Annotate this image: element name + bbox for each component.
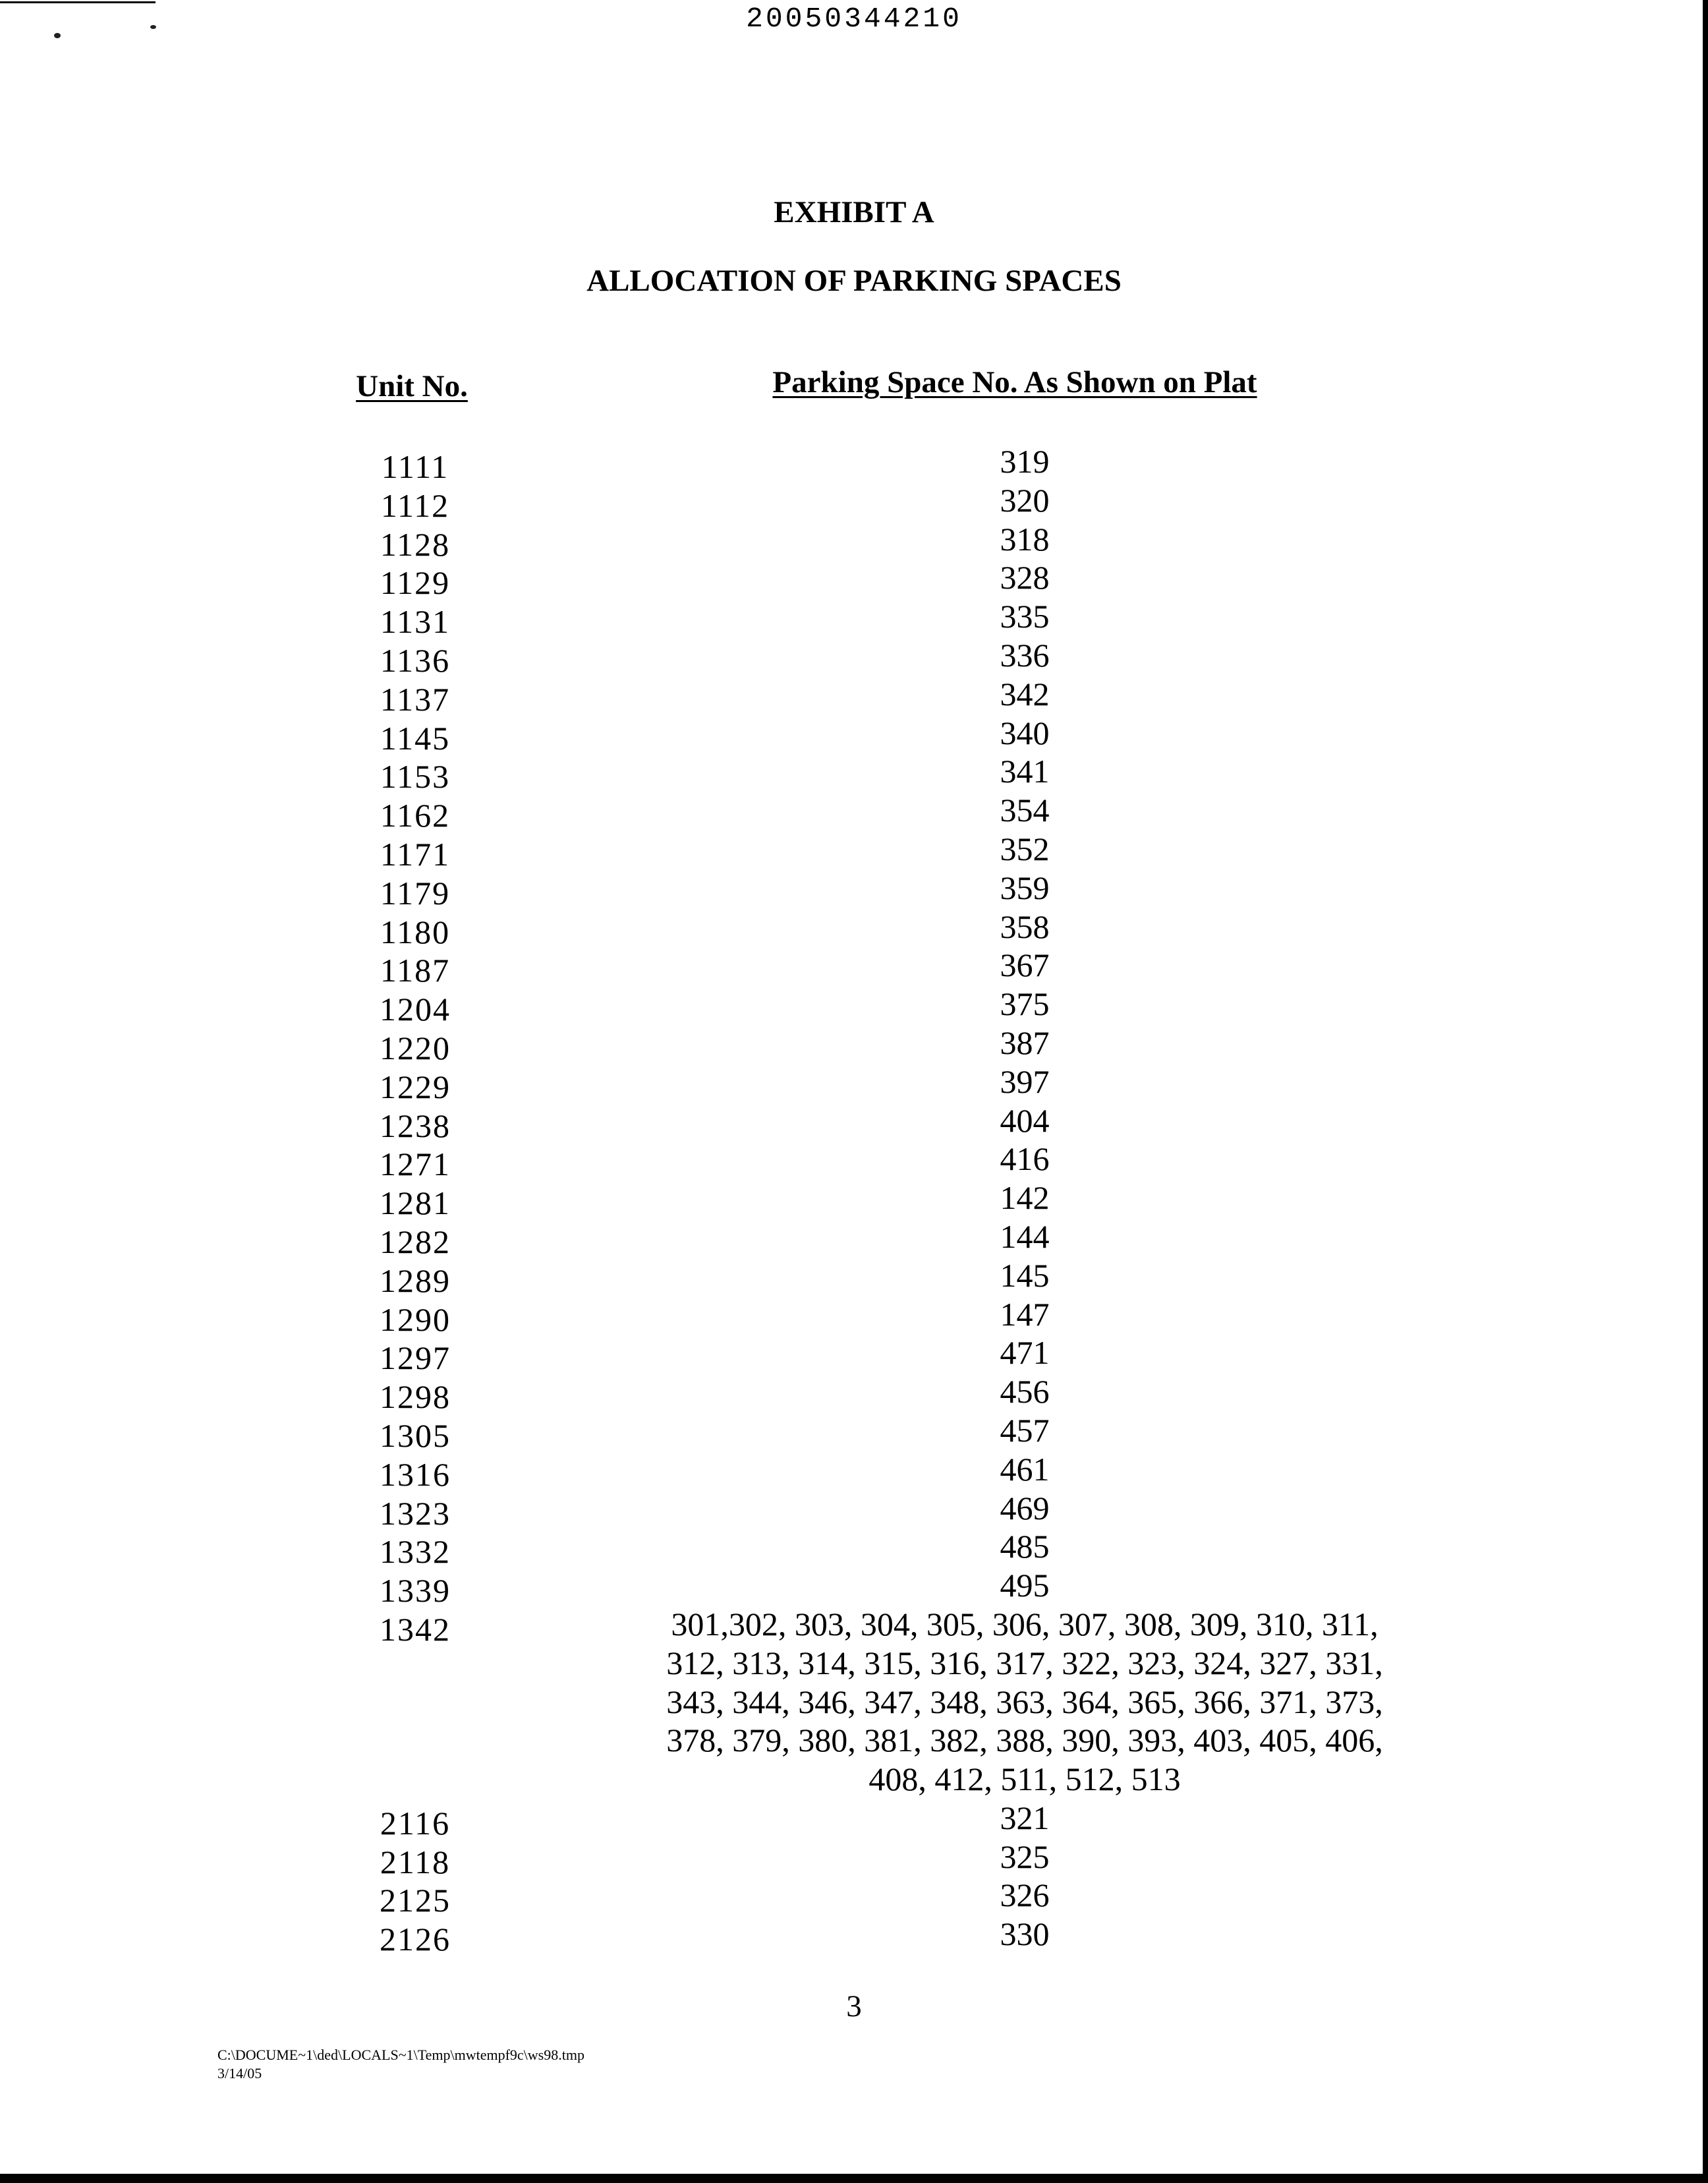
table-row [0, 1411, 1708, 1454]
unit-number: 1339 [380, 1572, 451, 1610]
parking-space-number: 330 [1000, 1915, 1050, 1953]
table-row [0, 558, 1708, 602]
unit-number: 1297 [380, 1339, 451, 1377]
table-row [0, 752, 1708, 796]
unit-number: 1128 [380, 525, 451, 563]
parking-space-number: 416 [1000, 1140, 1050, 1178]
parking-space-number: 320 [1000, 481, 1050, 519]
parking-space-number: 142 [1000, 1179, 1050, 1217]
table-row [0, 636, 1708, 679]
table-row [0, 1062, 1708, 1105]
table-row [0, 1295, 1708, 1338]
table-row [0, 1256, 1708, 1299]
parking-space-number: 318 [1000, 520, 1050, 558]
document-number: 20050344210 [746, 3, 962, 35]
page-number: 3 [846, 1989, 862, 2023]
unit-number: 1316 [380, 1455, 451, 1493]
parking-space-number: 457 [1000, 1411, 1050, 1449]
table-row [0, 1605, 1708, 1799]
parking-space-number: 341 [1000, 753, 1050, 790]
unit-number: 1229 [380, 1068, 451, 1105]
parking-space-number: 495 [1000, 1567, 1050, 1604]
footer [217, 2046, 584, 2083]
table-row [0, 1333, 1708, 1377]
table-row [0, 1915, 1708, 1958]
parking-space-number: 340 [1000, 714, 1050, 751]
unit-number: 1238 [380, 1107, 451, 1144]
table-row [0, 597, 1708, 641]
unit-number: 1136 [380, 641, 451, 679]
unit-number: 1342 [380, 1610, 451, 1648]
table-row [0, 675, 1708, 718]
unit-number: 1180 [380, 913, 451, 950]
unit-number: 2116 [380, 1804, 451, 1842]
parking-space-number: 358 [1000, 908, 1050, 945]
footer-file-path: C:\DOCUME~1\ded\LOCALS~1\Temp\mwtempf9c\ws98.tmp [217, 2047, 584, 2063]
parking-space-column-header: Parking Space No. As Shown on Plat [772, 365, 1257, 399]
parking-space-number: 145 [1000, 1256, 1050, 1294]
unit-number: 1153 [380, 758, 451, 796]
table-row [0, 1527, 1708, 1571]
parking-space-number: 375 [1000, 985, 1050, 1023]
table-row [0, 946, 1708, 989]
unit-number: 1129 [380, 564, 451, 602]
parking-space-number: 326 [1000, 1877, 1050, 1914]
unit-number: 2125 [380, 1882, 451, 1919]
unit-number: 1162 [380, 797, 451, 834]
table-row [0, 520, 1708, 563]
parking-space-number: 342 [1000, 675, 1050, 713]
parking-space-number: 367 [1000, 946, 1050, 984]
parking-space-number: 469 [1000, 1489, 1050, 1527]
exhibit-heading: EXHIBIT A [774, 195, 934, 229]
unit-number: 1298 [380, 1378, 451, 1416]
parking-space-number: 461 [1000, 1450, 1050, 1488]
table-row [0, 1566, 1708, 1610]
parking-space-number: 485 [1000, 1528, 1050, 1565]
unit-number: 1289 [380, 1262, 451, 1299]
unit-number: 1171 [380, 835, 451, 873]
parking-space-number: 354 [1000, 792, 1050, 829]
table-row [0, 1450, 1708, 1493]
parking-space-number: 456 [1000, 1373, 1050, 1411]
table-row [0, 442, 1708, 485]
parking-space-number: 335 [1000, 598, 1050, 635]
parking-space-number: 359 [1000, 869, 1050, 906]
unit-number: 1281 [380, 1184, 451, 1222]
parking-space-number: 301,302, 303, 304, 305, 306, 307, 308, 309, 310, 311, 312, 313, 314, 315, 316, 317, 322, 323, 324, 327, 331, 343, 344, 346, 347, 348, 363, 364, 365, 366, 371, 373, 378, 379, 380, 381, 382, 388, 390, 393, 403, 405, 406, 408, 412, 511, 512, 513 [666, 1605, 1383, 1798]
parking-space-number: 144 [1000, 1217, 1050, 1255]
unit-number: 1332 [380, 1533, 451, 1571]
table-row [0, 908, 1708, 950]
table-row [0, 869, 1708, 912]
unit-number: 1271 [380, 1146, 451, 1183]
parking-space-number: 471 [1000, 1334, 1050, 1372]
table-row [0, 791, 1708, 834]
unit-number: 1131 [380, 603, 451, 641]
parking-space-number: 319 [1000, 443, 1050, 480]
footer-date: 3/14/05 [217, 2065, 262, 2081]
table-row [0, 1140, 1708, 1183]
unit-number: 1323 [380, 1494, 451, 1532]
parking-space-number: 397 [1000, 1062, 1050, 1100]
unit-number: 2126 [380, 1921, 451, 1958]
bottom-scan-border [0, 2174, 1708, 2183]
unit-number: 1145 [380, 719, 451, 757]
unit-number: 1187 [380, 952, 451, 989]
table-row [0, 1217, 1708, 1260]
table-row [0, 1372, 1708, 1416]
unit-number: 1111 [381, 448, 449, 485]
unit-number: 1282 [380, 1223, 451, 1260]
parking-space-number: 328 [1000, 559, 1050, 597]
unit-number: 1204 [380, 991, 451, 1028]
document-title: ALLOCATION OF PARKING SPACES [586, 264, 1122, 298]
unit-number: 1290 [380, 1300, 451, 1338]
parking-space-number: 147 [1000, 1295, 1050, 1333]
unit-number: 1305 [380, 1416, 451, 1454]
table-row [0, 1838, 1708, 1880]
unit-number: 1137 [380, 680, 451, 718]
allocation-table [0, 442, 1708, 1958]
table-row [0, 1179, 1708, 1222]
table-row [0, 1101, 1708, 1144]
table-row [0, 1876, 1708, 1919]
parking-space-number: 321 [1000, 1799, 1050, 1836]
unit-number: 1112 [380, 486, 450, 524]
table-row [0, 985, 1708, 1028]
table-row [0, 481, 1708, 524]
parking-space-number: 387 [1000, 1024, 1050, 1061]
table-row [0, 830, 1708, 873]
table-row [0, 1489, 1708, 1532]
unit-column-header: Unit No. [356, 369, 468, 403]
unit-number: 1179 [380, 874, 451, 912]
table-row [0, 714, 1708, 757]
parking-space-number: 404 [1000, 1101, 1050, 1139]
parking-space-number: 336 [1000, 636, 1050, 674]
parking-space-number: 325 [1000, 1838, 1050, 1875]
parking-space-number: 352 [1000, 830, 1050, 867]
table-row [0, 1024, 1708, 1066]
unit-number: 2118 [380, 1843, 451, 1880]
unit-number: 1220 [380, 1029, 451, 1066]
table-row [0, 1799, 1708, 1842]
